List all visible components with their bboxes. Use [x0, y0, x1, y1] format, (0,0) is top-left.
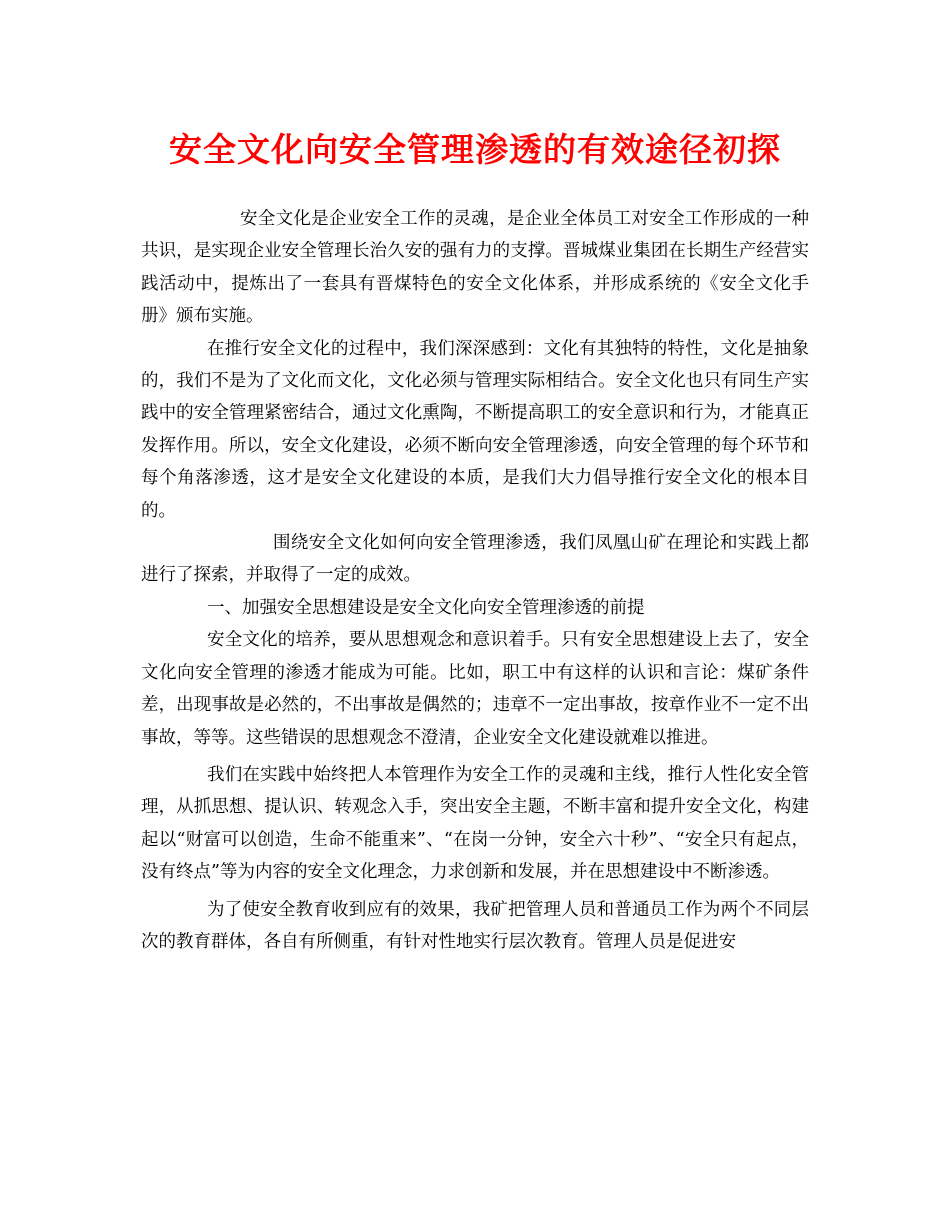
document-title: 安全文化向安全管理渗透的有效途径初探 [169, 130, 781, 169]
paragraph-people-oriented: 我们在实践中始终把人本管理作为安全工作的灵魂和主线，推行人性化安全管理，从抓思想、提认识、转观念入手，突出安全主题，不断丰富和提升安全文化，构建起以“财富可以创造，生命不能重来”、“在岗一分钟，安全六十秒”、“安全只有起点，没有终点”等为内容的安全文化理念，力求创新和发展，并在思想建设中不断渗透。 [141, 764, 809, 883]
paragraph-thought-building: 安全文化的培养，要从思想观念和意识着手。只有安全思想建设上去了，安全文化向安全管理的渗透才能成为可能。比如，职工中有这样的认识和言论：煤矿条件差，出现事故是必然的，不出事故是偶然的；违章不一定出事故，按章作业不一定不出事故，等等。这些错误的思想观念不澄清，企业安全文化建设就难以推进。 [141, 630, 809, 748]
paragraph-education: 为了使安全教育收到应有的效果，我矿把管理人员和普通员工作为两个不同层次的教育群体，各自有所侧重，有针对性地实行层次教育。管理人员是促进安 [141, 899, 809, 952]
section-heading-1: 一、加强安全思想建设是安全文化向安全管理渗透的前提 [207, 597, 645, 618]
paragraph-practice: 在推行安全文化的过程中，我们深深感到：文化有其独特的特性，文化是抽象的，我们不是为了文化而文化，文化必须与管理实际相结合。安全文化也只有同生产实践中的安全管理紧密结合，通过文化熏陶，不断提高职工的安全意识和行为，才能真正发挥作用。所以，安全文化建设，必须不断向安全管理渗透，向安全管理的每个环节和每个角落渗透，这才是安全文化建设的本质，是我们大力倡导推行安全文化的根本目的。 [141, 338, 809, 521]
document-body [141, 203, 809, 958]
paragraph-exploration: 围绕安全文化如何向安全管理渗透，我们凤凰山矿在理论和实践上都进行了探索，并取得了一定的成效。 [141, 533, 809, 586]
paragraph-intro: 安全文化是企业安全工作的灵魂，是企业全体员工对安全工作形成的一种共识，是实现企业安全管理长治久安的强有力的支撑。晋城煤业集团在长期生产经营实践活动中，提炼出了一套具有晋煤特色的安全文化体系，并形成系统的《安全文化手册》颁布实施。 [141, 209, 809, 327]
